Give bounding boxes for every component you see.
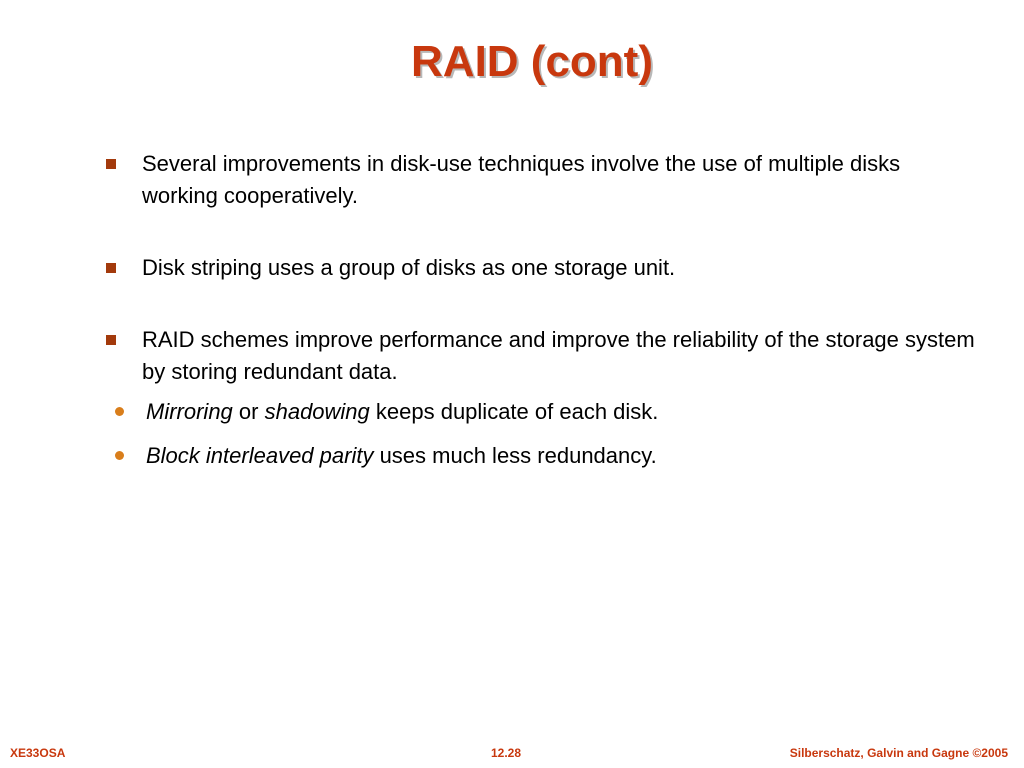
bullet-item [100,148,980,212]
sub-bullet-text: keeps duplicate of each disk. [369,399,659,424]
term-shadowing: shadowing [264,399,370,424]
sub-bullet-list [100,396,980,472]
square-bullet-icon [106,335,116,345]
slide-content [100,148,980,472]
dot-bullet-icon [115,407,124,416]
bullet-text: Disk striping uses a group of disks as one storage unit. [142,255,676,280]
dot-bullet-icon [115,451,124,460]
sub-bullet-text: uses much less redundancy. [373,443,657,468]
footer-copyright: Silberschatz, Galvin and Gagne ©2005 [789,746,1008,760]
square-bullet-icon [106,159,116,169]
bullet-text: Several improvements in disk-use techniques involve the use of multiple disks working cooperatively. [142,151,901,208]
bullet-text: RAID schemes improve performance and improve the reliability of the storage system by storing redundant data. [142,327,975,384]
sub-bullet-item [100,440,980,472]
footer-slide-number: 12.28 [490,746,522,760]
square-bullet-icon [106,263,116,273]
term-mirroring: Mirroring [146,399,233,424]
sub-bullet-item [100,396,980,428]
bullet-item [100,252,980,284]
term-block-interleaved-parity: Block interleaved parity [146,443,374,468]
slide-title: RAID (cont) [411,37,653,86]
footer-course-code: XE33OSA [10,746,66,760]
sub-bullet-text: or [232,399,265,424]
bullet-item [100,324,980,388]
